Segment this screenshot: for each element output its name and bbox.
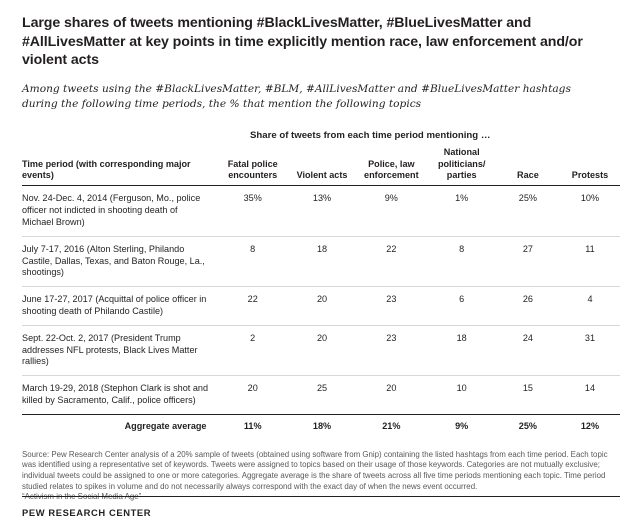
cell-fatal-police-encounters: 35% (217, 186, 289, 236)
column-header-race: Race (496, 147, 560, 186)
cell-national-politicians-parties: 10 (428, 376, 496, 415)
column-header-fatal-police-encounters: Fatal police encounters (217, 147, 289, 186)
aggregate-protests: 12% (580, 420, 600, 431)
cell-national-politicians-parties: 18 (428, 325, 496, 375)
cell-police-law-enforcement: 23 (355, 325, 427, 375)
aggregate-police-law-enforcement: 21% (382, 420, 401, 431)
row-label: Sept. 22-Oct. 2, 2017 (President Trump addresses NFL protests, Black Lives Matter rallies) (22, 325, 217, 375)
aggregate-fatal-police-encounters: 11% (243, 420, 262, 431)
table-row (22, 325, 620, 375)
cell-violent-acts: 20 (289, 287, 355, 326)
subtitle: Among tweets using the #BlackLivesMatter, #BLM, #AllLivesMatter and #BlueLivesMatter hashtags during the following time periods, the % that mention the following topics (22, 83, 571, 111)
data-table (22, 147, 620, 439)
aggregate-average-row (22, 414, 620, 439)
cell-violent-acts: 20 (289, 325, 355, 375)
row-label: Nov. 24-Dec. 4, 2014 (Ferguson, Mo., police officer not indicted in shooting death of Michael Brown) (22, 186, 217, 236)
table-row (22, 376, 620, 415)
table-row (22, 236, 620, 286)
cell-fatal-police-encounters: 2 (217, 325, 289, 375)
report-title: “Activism in the Social Media Age” (22, 492, 142, 502)
cell-fatal-police-encounters: 8 (217, 236, 289, 286)
cell-national-politicians-parties: 6 (428, 287, 496, 326)
column-group-label: Share of tweets from each time period mentioning … (250, 130, 491, 142)
cell-national-politicians-parties: 8 (428, 236, 496, 286)
cell-police-law-enforcement: 20 (355, 376, 427, 415)
cell-police-law-enforcement: 9% (355, 186, 427, 236)
aggregate-national-politicians-parties: 9% (455, 420, 469, 431)
cell-protests: 4 (560, 287, 620, 326)
table-header-row (22, 147, 620, 186)
row-label: June 17-27, 2017 (Acquittal of police officer in shooting death of Philando Castile) (22, 287, 217, 326)
cell-race: 26 (496, 287, 560, 326)
cell-violent-acts: 13% (289, 186, 355, 236)
column-header-violent-acts: Violent acts (289, 147, 355, 186)
cell-protests: 11 (560, 236, 620, 286)
cell-race: 25% (496, 186, 560, 236)
column-header-police-law-enforcement: Police, law enforcement (355, 147, 427, 186)
column-header-protests: Protests (560, 147, 620, 186)
cell-protests: 14 (560, 376, 620, 415)
table-row (22, 287, 620, 326)
row-label: March 19-29, 2018 (Stephon Clark is shot and killed by Sacramento, Calif., police officers) (22, 376, 217, 415)
source-note (22, 450, 620, 503)
aggregate-race: 25% (518, 420, 537, 431)
cell-violent-acts: 25 (289, 376, 355, 415)
cell-police-law-enforcement: 22 (355, 236, 427, 286)
cell-race: 27 (496, 236, 560, 286)
aggregate-average-label: Aggregate average (124, 420, 207, 431)
cell-race: 15 (496, 376, 560, 415)
cell-protests: 10% (560, 186, 620, 236)
cell-violent-acts: 18 (289, 236, 355, 286)
pew-research-center-logo: PEW RESEARCH CENTER (22, 507, 152, 518)
cell-fatal-police-encounters: 20 (217, 376, 289, 415)
cell-national-politicians-parties: 1% (428, 186, 496, 236)
cell-protests: 31 (560, 325, 620, 375)
source-note-text: Source: Pew Research Center analysis of a 20% sample of tweets (obtained using software from Gnip) containing the listed hashtags from each time period. Each topic was identified using a representative set of keywords. Tweets were assigned to topics based on their usage of those keywords. Categories are not mutually exclusive; individual tweets could be assigned to one or more categories. Aggregate average is the share of tweets across all five time periods mentioning each topic. Time period studied relates to spikes in volume and do not necessarily always correspond with the exact day of when the news event occurred. (22, 449, 608, 491)
table-row (22, 186, 620, 236)
cell-fatal-police-encounters: 22 (217, 287, 289, 326)
cell-race: 24 (496, 325, 560, 375)
cell-police-law-enforcement: 23 (355, 287, 427, 326)
column-header-time-period: Time period (with corresponding major events) (22, 147, 217, 186)
footer-divider (22, 496, 620, 497)
column-header-national-politicians-parties: National politicians/ parties (428, 147, 496, 186)
aggregate-violent-acts: 18% (312, 420, 332, 431)
row-label: July 7-17, 2016 (Alton Sterling, Philando Castile, Dallas, Texas, and Baton Rouge, La., shootings) (22, 236, 217, 286)
page-title: Large shares of tweets mentioning #BlackLivesMatter, #BlueLivesMatter and #AllLivesMatter at key points in time explicitly mention race, law enforcement and/or violent acts (22, 15, 583, 69)
